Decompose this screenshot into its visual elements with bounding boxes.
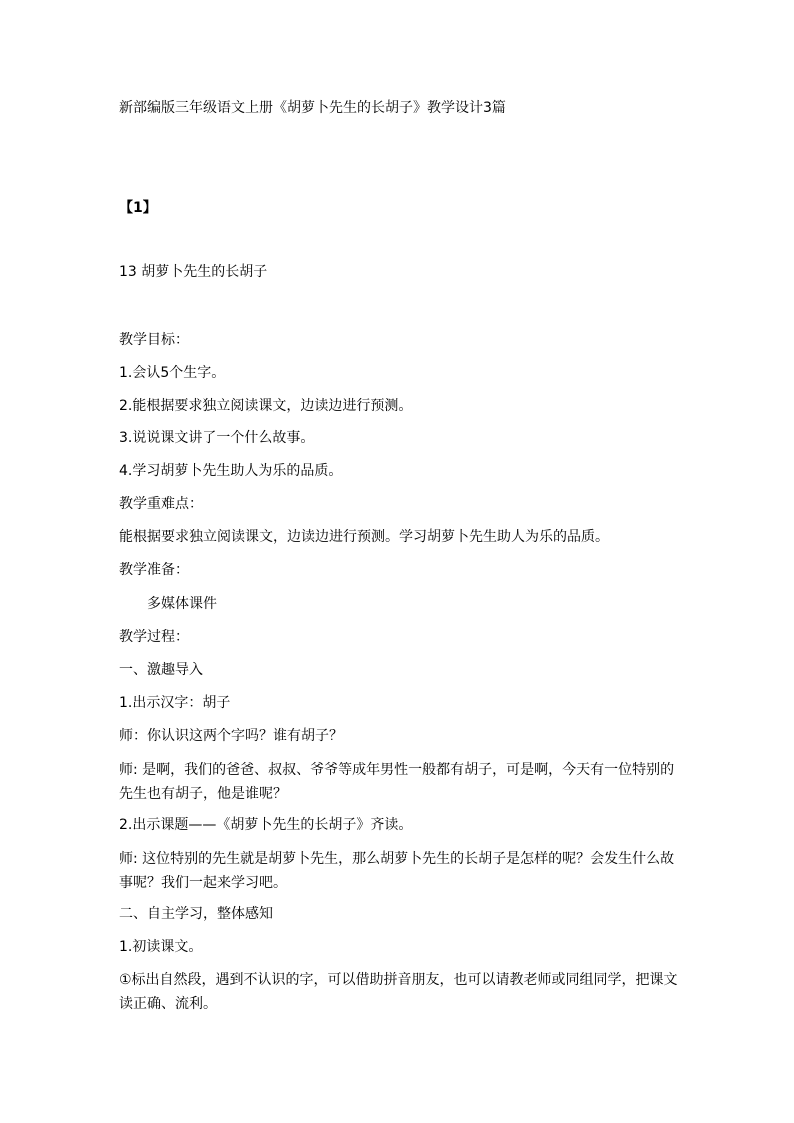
objectives-heading: 教学目标： [119, 332, 189, 348]
section-marker: 【1】 [119, 200, 157, 216]
step1-item1: 1.出示汉字：胡子 [119, 695, 231, 711]
objective-item: 2.能根据要求独立阅读课文，边读边进行预测。 [119, 398, 413, 414]
objective-item: 4.学习胡萝卜先生助人为乐的品质。 [119, 463, 343, 479]
key-points-text: 能根据要求独立阅读课文，边读边进行预测。学习胡萝卜先生助人为乐的品质。 [119, 529, 609, 545]
key-points-heading: 教学重难点： [119, 496, 203, 512]
objective-item: 3.说说课文讲了一个什么故事。 [119, 430, 315, 446]
step2-item1: 1.初读课文。 [119, 939, 203, 955]
process-heading: 教学过程： [119, 629, 189, 645]
document-title: 新部编版三年级语文上册《胡萝卜先生的长胡子》教学设计3篇 [119, 100, 506, 116]
teacher-question-3: 师: 这位特别的先生就是胡萝卜先生，那么胡萝卜先生的长胡子是怎样的呢？会发生什么故事呢？我们一起来学习吧。 [119, 851, 675, 891]
step1-heading: 一、激趣导入 [119, 662, 203, 678]
preparation-heading: 教学准备： [119, 562, 189, 578]
step1-item2: 2.出示课题——《胡萝卜先生的长胡子》齐读。 [119, 817, 413, 833]
preparation-text: 多媒体课件 [147, 596, 217, 612]
teacher-question-1: 师：你认识这两个字吗？谁有胡子？ [119, 728, 343, 744]
lesson-title: 13 胡萝卜先生的长胡子 [119, 264, 268, 280]
objective-item: 1.会认5个生字。 [119, 365, 226, 381]
step2-sub1: ①标出自然段，遇到不认识的字，可以借助拼音朋友，也可以请教老师或同组同学，把课文读正确、流利。 [119, 972, 678, 1012]
step2-heading: 二、自主学习，整体感知 [119, 906, 273, 922]
teacher-question-2: 师: 是啊，我们的爸爸、叔叔、爷爷等成年男性一般都有胡子，可是啊，今天有一位特别的先生也有胡子，他是谁呢？ [119, 762, 675, 802]
